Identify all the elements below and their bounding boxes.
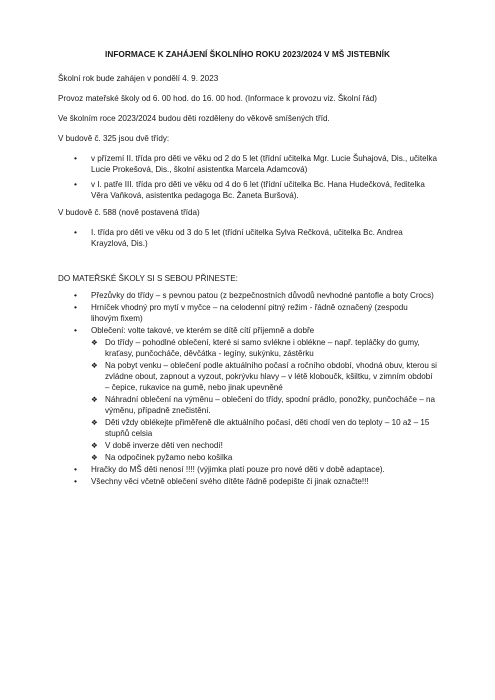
list-item: • Přezůvky do třídy – s pevnou patou (z bezpečnostních důvodů nevhodné pantofle a boty Crocs)	[58, 290, 437, 301]
bring-heading: DO MATEŘSKÉ ŠKOLY SI S SEBOU PŘINESTE:	[58, 274, 238, 283]
list-item: ❖ Do třídy – pohodlné oblečení, které si samo svlékne i oblékne – např. tepláčky do gumy, kraťasy, punčocháče, děvčátka - legíny, sukýnku, zástěrku	[91, 337, 437, 359]
list-item: ❖ Děti vždy oblékejte přiměřeně dle aktuálního počasí, děti chodí ven do teploty – 10 až – 15 stupňů celsia	[91, 417, 437, 439]
document-title: INFORMACE K ZAHÁJENÍ ŠKOLNÍHO ROKU 2023/2024 V MŠ JISTEBNÍK	[105, 49, 390, 59]
list-item: • Hrníček vhodný pro mytí v myčce – na celodenní pitný režim - řádně označený (zespodu lihovým fixem)	[58, 302, 437, 324]
list-item: ❖ Náhradní oblečení na výměnu – oblečení do třídy, spodní prádlo, ponožky, punčocháče – na výměnu, případně znečistění.	[91, 394, 437, 416]
building-325-heading: V budově č. 325 jsou dvě třídy:	[58, 134, 170, 143]
class-division: Ve školním roce 2023/2024 budou děti rozděleny do věkově smíšených tříd.	[58, 114, 330, 123]
list-item: • I. třída pro děti ve věku od 3 do 5 let (třídní učitelka Sylva Rečková, učitelka Bc. Andrea Krayzlová, Dis.)	[58, 227, 437, 249]
list-item: • Oblečení: volte takové, ve kterém se dítě cítí příjemně a dobře ❖ Do třídy – pohodlné oblečení, které si samo svlékne i oblékne – např. tepláčky do gumy, kraťasy, punčocháče, děvčátka - legíny, sukýnku, zástěrku ❖ Na pobyt venku – oblečení podle aktuálního počasí a ročního období, vhodná obuv, kterou si zvládne obout, zapnout a vyzout, pokrývku hlavy – v létě kloboučk, kšiltku, v zimním období – čepice, rukavice na gumě, nebo jinak upevněné ❖ Náhradní oblečení na výměnu – oblečení do třídy, spodní prádlo, ponožky, punčocháče – na výměnu, případně znečistění. ❖ Děti vždy oblékejte přiměřeně dle aktuálního počasí, děti chodí ven do teploty – 10 až – 15 stupňů celsia ❖ V době inverze děti ven nechodí! ❖ Na odpočinek pyžamo nebo košilka	[58, 325, 437, 463]
list-item: • Hračky do MŠ děti nenosí !!!! (výjimka platí pouze pro nové děti v době adaptace).	[58, 464, 437, 475]
building-325-classes	[58, 153, 437, 201]
clothing-list	[91, 337, 437, 463]
building-588-classes	[58, 227, 437, 249]
list-item: ❖ Na pobyt venku – oblečení podle aktuálního počasí a ročního období, vhodná obuv, kterou si zvládne obout, zapnout a vyzout, pokrývku hlavy – v létě kloboučk, kšiltku, v zimním období – čepice, rukavice na gumě, nebo jinak upevněné	[91, 360, 437, 393]
list-item: ❖ Na odpočinek pyžamo nebo košilka	[91, 452, 437, 463]
list-item: • v přízemí II. třída pro děti ve věku od 2 do 5 let (třídní učitelka Mgr. Lucie Šuhajová, Dis., učitelka Lucie Prokešová, Dis., školní asistentka Marcela Adamcová)	[58, 153, 437, 175]
list-item: ❖ V době inverze děti ven nechodí!	[91, 440, 437, 451]
list-item: • Všechny věci včetně oblečení svého dítěte řádně podepište či jinak označte!!!	[58, 476, 437, 487]
list-item: • v I. patře III. třída pro děti ve věku od 4 do 6 let (třídní učitelka Bc. Hana Hudečková, ředitelka Věra Vaňková, asistentka pedagoga Bc. Žaneta Buršová).	[58, 179, 437, 201]
bring-list	[58, 290, 437, 487]
opening-hours: Provoz mateřské školy od 6. 00 hod. do 16. 00 hod. (Informace k provozu viz. Školní řád)	[58, 94, 377, 103]
school-year-start: Školní rok bude zahájen v pondělí 4. 9. 2023	[58, 74, 219, 83]
building-588-heading: V budově č. 588 (nově postavená třída)	[58, 208, 200, 217]
